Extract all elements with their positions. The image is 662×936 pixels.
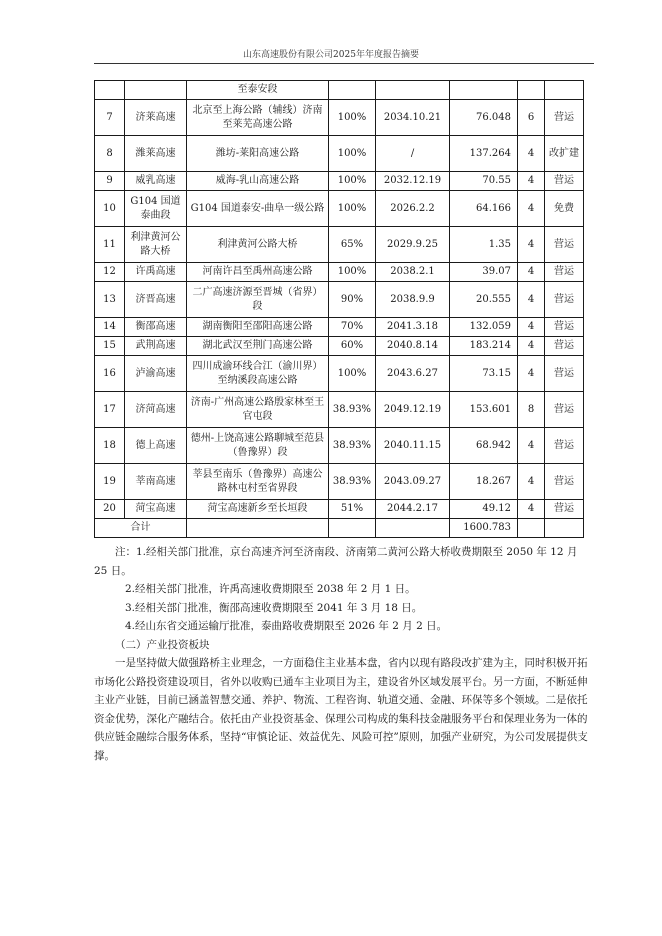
row-length: 64.166	[450, 191, 518, 227]
row-status: 营运	[545, 100, 584, 136]
table-row	[95, 191, 584, 227]
row-section: 威海-乳山高速公路	[187, 172, 329, 191]
row-lanes: 4	[518, 172, 545, 191]
row-section: 至泰安段	[187, 81, 329, 100]
note-item: 4.经山东省交通运输厅批准，泰曲路收费期限至 2026 年 2 月 2 日。	[125, 620, 448, 632]
row-expiry: 2049.12.19	[376, 392, 450, 428]
row-number: 16	[95, 356, 125, 392]
row-lanes: 8	[518, 392, 545, 428]
row-share: 100%	[329, 191, 376, 227]
row-share: 60%	[329, 337, 376, 356]
table-row	[95, 81, 584, 100]
body-paragraph: 一是坚持做大做强路桥主业理念，一方面稳住主业基本盘，省内以现有路段改扩建为主，同时积极开拓市场化公路投资建设项目，省外以收购已通车主业项目为主，建设省外区域发展平台。另一方面，不断延伸主业产业链，目前已涵盖智慧交通、养护、物流、工程咨询、轨道交通、金融、环保等多个领域。二是依托资金优势，深化产融结合。依托由产业投资基金、保理公司构成的集科技金融服务平台和保理业务为一体的供应链金融综合服务体系，坚持“审慎论证、效益优先、风险可控”原则，加强产业研究，为公司发展提供支撑。	[94, 657, 588, 762]
row-status: 营运	[545, 464, 584, 500]
row-lanes: 6	[518, 100, 545, 136]
note-item: 注：1.经相关部门批准，京台高速齐河至济南段、济南第二黄河公路大桥收费期限至 2050 年 12 月 25 日。	[94, 546, 578, 577]
row-section: 利津黄河公路大桥	[187, 227, 329, 263]
row-share: 100%	[329, 136, 376, 172]
row-share: 100%	[329, 172, 376, 191]
table-row	[95, 136, 584, 172]
row-section: 湖南衡阳至邵阳高速公路	[187, 318, 329, 337]
row-length: 20.555	[450, 282, 518, 318]
row-share: 70%	[329, 318, 376, 337]
row-status: 营运	[545, 227, 584, 263]
row-name: 泸渝高速	[125, 356, 187, 392]
row-status: 营运	[545, 263, 584, 282]
row-section: 济南-广州高速公路殷家林至王官屯段	[187, 392, 329, 428]
row-number: 9	[95, 172, 125, 191]
row-lanes: 4	[518, 227, 545, 263]
row-share: 100%	[329, 356, 376, 392]
section-heading: （二）产业投资板块	[115, 638, 210, 651]
row-expiry: 2043.6.27	[376, 356, 450, 392]
row-section: 德州-上饶高速公路聊城至范县（鲁豫界）段	[187, 428, 329, 464]
row-expiry: /	[376, 136, 450, 172]
row-length: 18.267	[450, 464, 518, 500]
table-total-row	[95, 519, 584, 538]
row-name: G104 国道泰曲段	[125, 191, 187, 227]
row-section: 菏宝高速新乡至长垣段	[187, 500, 329, 519]
row-status: 营运	[545, 282, 584, 318]
row-name: 德上高速	[125, 428, 187, 464]
row-length: 137.264	[450, 136, 518, 172]
row-lanes: 4	[518, 282, 545, 318]
row-status: 免费	[545, 191, 584, 227]
row-lanes: 4	[518, 337, 545, 356]
row-expiry: 2038.9.9	[376, 282, 450, 318]
row-share: 65%	[329, 227, 376, 263]
row-section: 湖北武汉至荆门高速公路	[187, 337, 329, 356]
row-name: 济晋高速	[125, 282, 187, 318]
row-number: 18	[95, 428, 125, 464]
row-length: 68.942	[450, 428, 518, 464]
table-row	[95, 100, 584, 136]
row-lanes: 4	[518, 136, 545, 172]
table-row	[95, 282, 584, 318]
page-header-title: 山东高速股份有限公司2025年年度报告摘要	[243, 50, 419, 60]
row-name: 潍莱高速	[125, 136, 187, 172]
row-status: 营运	[545, 337, 584, 356]
row-section: 四川成渝环线合江（渝川界）至纳溪段高速公路	[187, 356, 329, 392]
table-row	[95, 392, 584, 428]
row-expiry: 2032.12.19	[376, 172, 450, 191]
total-length: 1600.783	[450, 519, 518, 538]
table-row	[95, 318, 584, 337]
row-number: 8	[95, 136, 125, 172]
row-section: 河南许昌至禹州高速公路	[187, 263, 329, 282]
row-number: 12	[95, 263, 125, 282]
row-expiry: 2034.10.21	[376, 100, 450, 136]
row-length: 183.214	[450, 337, 518, 356]
row-number: 10	[95, 191, 125, 227]
header-divider	[94, 63, 594, 64]
row-length: 76.048	[450, 100, 518, 136]
table-row	[95, 356, 584, 392]
row-number: 20	[95, 500, 125, 519]
row-status: 营运	[545, 428, 584, 464]
row-length: 1.35	[450, 227, 518, 263]
row-share: 100%	[329, 263, 376, 282]
row-length: 153.601	[450, 392, 518, 428]
row-name: 菏宝高速	[125, 500, 187, 519]
row-expiry: 2044.2.17	[376, 500, 450, 519]
row-status: 营运	[545, 318, 584, 337]
table-row	[95, 227, 584, 263]
row-share: 38.93%	[329, 464, 376, 500]
table-row	[95, 263, 584, 282]
row-lanes: 4	[518, 263, 545, 282]
row-number: 15	[95, 337, 125, 356]
row-length: 132.059	[450, 318, 518, 337]
row-name: 济莱高速	[125, 100, 187, 136]
row-lanes: 4	[518, 428, 545, 464]
row-status: 改扩建	[545, 136, 584, 172]
row-number: 17	[95, 392, 125, 428]
notes-section	[94, 543, 588, 765]
row-length: 70.55	[450, 172, 518, 191]
row-name: 衡邵高速	[125, 318, 187, 337]
row-number: 14	[95, 318, 125, 337]
row-section: 潍坊-莱阳高速公路	[187, 136, 329, 172]
row-expiry: 2026.2.2	[376, 191, 450, 227]
row-share: 90%	[329, 282, 376, 318]
note-item: 2.经相关部门批准，许禹高速收费期限至 2038 年 2 月 1 日。	[125, 583, 416, 595]
row-share: 51%	[329, 500, 376, 519]
row-status: 营运	[545, 392, 584, 428]
row-name: 武荆高速	[125, 337, 187, 356]
row-name: 莘南高速	[125, 464, 187, 500]
row-number: 19	[95, 464, 125, 500]
row-length: 39.07	[450, 263, 518, 282]
row-lanes: 4	[518, 191, 545, 227]
row-share: 38.93%	[329, 428, 376, 464]
row-number: 13	[95, 282, 125, 318]
table-row	[95, 464, 584, 500]
row-expiry: 2040.8.14	[376, 337, 450, 356]
row-name: 威乳高速	[125, 172, 187, 191]
row-section: G104 国道泰安-曲阜一级公路	[187, 191, 329, 227]
table-row	[95, 337, 584, 356]
row-lanes: 4	[518, 318, 545, 337]
table-row	[95, 172, 584, 191]
note-item: 3.经相关部门批准，衡邵高速收费期限至 2041 年 3 月 18 日。	[125, 601, 423, 614]
row-lanes: 4	[518, 464, 545, 500]
row-section: 二广高速济源至晋城（省界）段	[187, 282, 329, 318]
highway-table	[94, 80, 584, 538]
row-expiry: 2043.09.27	[376, 464, 450, 500]
row-expiry: 2040.11.15	[376, 428, 450, 464]
row-name: 利津黄河公路大桥	[125, 227, 187, 263]
row-status: 营运	[545, 172, 584, 191]
row-section: 北京至上海公路（辅线）济南至莱芜高速公路	[187, 100, 329, 136]
row-share: 100%	[329, 100, 376, 136]
row-status: 营运	[545, 500, 584, 519]
row-section: 莘县至南乐（鲁豫界）高速公路林屯村至省界段	[187, 464, 329, 500]
row-name: 许禹高速	[125, 263, 187, 282]
table-row	[95, 500, 584, 519]
total-label: 合计	[95, 519, 187, 538]
row-lanes: 4	[518, 500, 545, 519]
row-expiry: 2038.2.1	[376, 263, 450, 282]
row-name: 济菏高速	[125, 392, 187, 428]
row-lanes: 4	[518, 356, 545, 392]
row-length: 49.12	[450, 500, 518, 519]
row-length: 73.15	[450, 356, 518, 392]
row-expiry: 2029.9.25	[376, 227, 450, 263]
row-expiry: 2041.3.18	[376, 318, 450, 337]
table-row	[95, 428, 584, 464]
row-share: 38.93%	[329, 392, 376, 428]
row-number: 7	[95, 100, 125, 136]
row-number: 11	[95, 227, 125, 263]
row-status: 营运	[545, 356, 584, 392]
